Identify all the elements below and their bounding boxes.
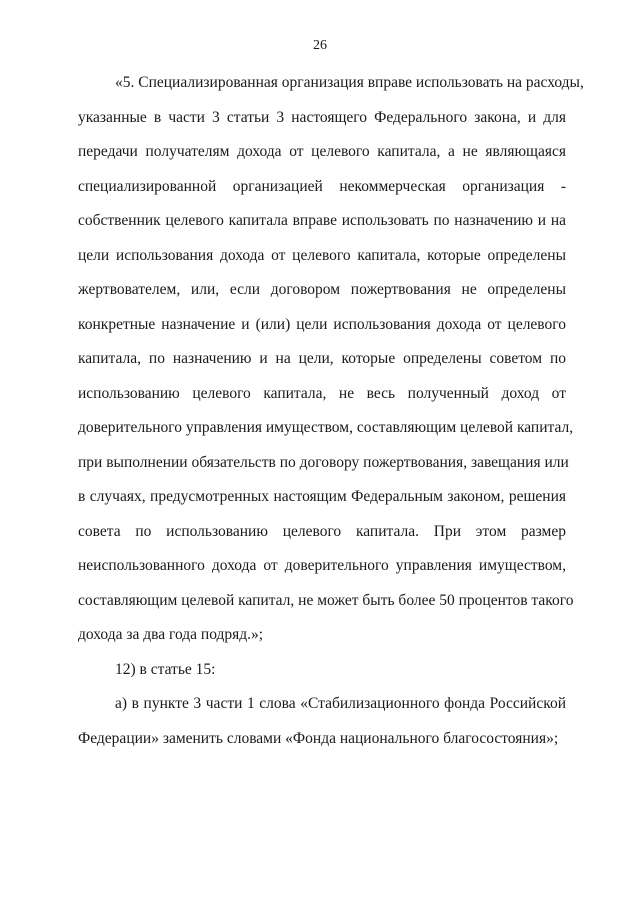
text-line: указанные в части 3 статьи 3 настоящего Федерального закона, и для [78,108,566,126]
text-line: «5. Специализированная организация вправе использовать на расходы, [115,74,584,91]
text-line: доверительного управления имуществом, составляющим целевой капитал, [78,419,574,436]
text-line: капитала, по назначению и на цели, которые определены советом по [78,350,566,367]
text-line: при выполнении обязательств по договору пожертвования, завещания или [78,453,569,471]
text-line: жертвователем, или, если договором пожертвования не определены [78,281,566,298]
paragraph-2 [78,660,566,695]
text-line: дохода за два года подряд.»; [78,626,264,643]
text-line: а) в пункте 3 части 1 слова «Стабилизационного фонда Российской [115,695,566,712]
text-line: собственник целевого капитала вправе использовать по назначению и на [78,212,566,229]
page-number: 26 [313,38,327,53]
paragraph-3 [78,694,566,763]
text-line: цели использования дохода от целевого капитала, которые определены [78,246,566,264]
text-line: конкретные назначение и (или) цели использования дохода от целевого [78,315,566,333]
text-line: неиспользованного дохода от доверительного управления имуществом, [78,557,566,574]
text-line: составляющим целевой капитал, не может быть более 50 процентов такого [78,591,574,609]
list-item-heading: 12) в статье 15: [115,660,216,678]
text-line: специализированной организацией некоммерческая организация - [78,177,566,195]
document-body [78,73,584,763]
text-line: использованию целевого капитала, не весь полученный доход от [78,384,566,402]
text-line: в случаях, предусмотренных настоящим Федеральным законом, решения [78,488,566,505]
text-line: передачи получателям дохода от целевого капитала, а не являющаяся [78,143,566,160]
text-line: совета по использованию целевого капитала. При этом размер [78,522,566,540]
text-line: Федерации» заменить словами «Фонда национального благосостояния»; [78,729,559,747]
paragraph-1 [78,73,584,660]
